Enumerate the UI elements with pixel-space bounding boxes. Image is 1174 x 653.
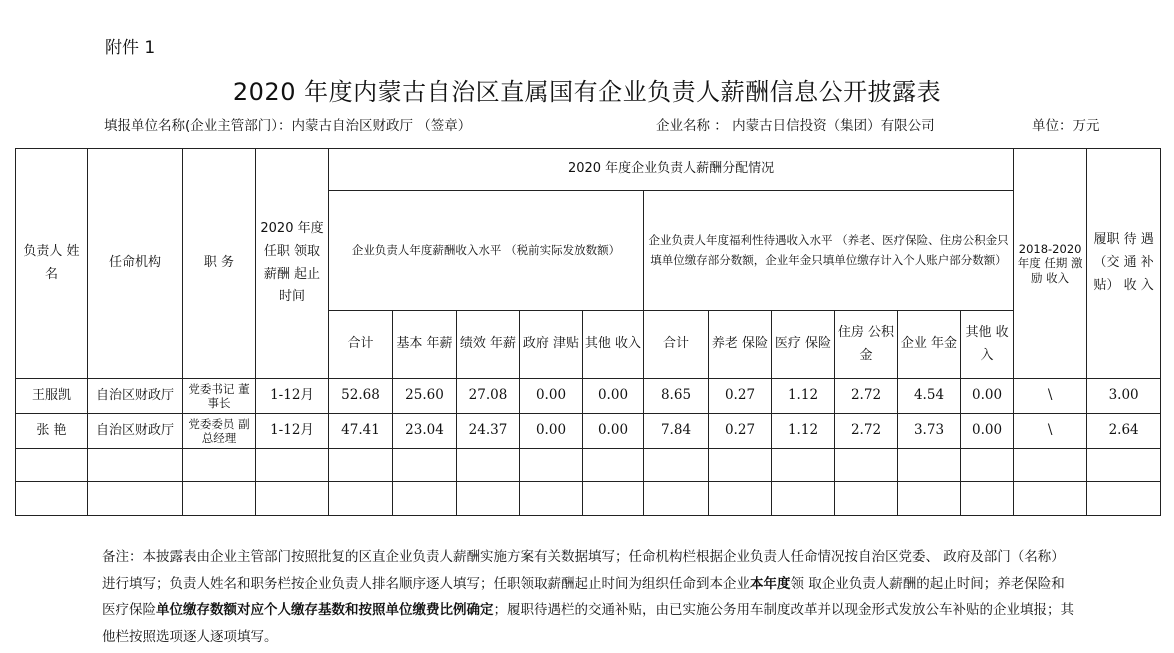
cell-welfare-medical: 1.12	[772, 414, 835, 449]
header-welfare-pension: 养老 保险	[709, 311, 772, 379]
header-income-other: 其他 收入	[583, 311, 644, 379]
cell-welfare-other: 0.00	[961, 379, 1014, 414]
cell-welfare-total: 7.84	[644, 414, 709, 449]
cell-income-government: 0.00	[520, 379, 583, 414]
cell-welfare-pension: 0.27	[709, 379, 772, 414]
cell-income-total: 52.68	[329, 379, 393, 414]
cell-welfare-medical: 1.12	[772, 379, 835, 414]
header-allowance: 履职 待 遇 （交 通 补 贴） 收 入	[1087, 149, 1161, 379]
cell-welfare-housing: 2.72	[835, 379, 898, 414]
cell-name: 王服凯	[16, 379, 88, 414]
header-welfare-medical: 医疗 保险	[772, 311, 835, 379]
header-income-government: 政府 津贴	[520, 311, 583, 379]
cell-welfare-pension: 0.27	[709, 414, 772, 449]
table-row-empty	[16, 482, 1161, 516]
cell-welfare-total: 8.65	[644, 379, 709, 414]
cell-income-performance: 24.37	[457, 414, 520, 449]
table-row	[16, 379, 1161, 414]
cell-incentive: \	[1014, 379, 1087, 414]
cell-income-base: 25.60	[393, 379, 457, 414]
cell-income-total: 47.41	[329, 414, 393, 449]
company-name: 企业名称 ： 内蒙古日信投资（集团）有限公司	[656, 118, 935, 134]
cell-welfare-other: 0.00	[961, 414, 1014, 449]
header-income-performance: 绩效 年薪	[457, 311, 520, 379]
cell-period: 1-12月	[256, 414, 329, 449]
cell-name: 张 艳	[16, 414, 88, 449]
cell-income-other: 0.00	[583, 414, 644, 449]
header-incentive: 2018-2020 年度 任期 激励 收入	[1014, 149, 1087, 379]
header-welfare-other: 其他 收入	[961, 311, 1014, 379]
cell-period: 1-12月	[256, 379, 329, 414]
cell-allowance: 2.64	[1087, 414, 1161, 449]
unit-label: 单位：万元	[1032, 118, 1100, 134]
cell-welfare-annuity: 3.73	[898, 414, 961, 449]
cell-allowance: 3.00	[1087, 379, 1161, 414]
table-row	[16, 414, 1161, 449]
header-org: 任命机构	[88, 149, 183, 379]
footnote-text-3: ；履职待遇栏的交通补贴，由已实施公务用车制度改革并以现金形式发放公车补贴的企业填报；其他栏按照选项逐人逐项填写。	[102, 602, 1074, 645]
cell-welfare-housing: 2.72	[835, 414, 898, 449]
header-welfare-housing: 住房 公积金	[835, 311, 898, 379]
cell-income-performance: 27.08	[457, 379, 520, 414]
attachment-label: 附件 1	[105, 38, 156, 58]
cell-org: 自治区财政厅	[88, 379, 183, 414]
header-welfare-total: 合计	[644, 311, 709, 379]
footnote-bold-2: 单位缴存数额对应个人缴存基数和按照单位缴费比例确定	[156, 602, 494, 618]
page-title: 2020 年度内蒙古自治区直属国有企业负责人薪酬信息公开披露表	[232, 78, 942, 106]
cell-incentive: \	[1014, 414, 1087, 449]
header-distribution: 2020 年度企业负责人薪酬分配情况	[329, 149, 1014, 191]
cell-position: 党委书记 董事长	[183, 379, 256, 414]
header-period: 2020 年度 任职 领取 薪酬 起止 时间	[256, 149, 329, 379]
header-income-group: 企业负责人年度薪酬收入水平 （税前实际发放数额）	[329, 191, 644, 311]
header-welfare-annuity: 企业 年金	[898, 311, 961, 379]
table-row-empty	[16, 449, 1161, 482]
salary-disclosure-table	[15, 148, 1161, 516]
footnote	[102, 544, 1074, 650]
header-income-total: 合计	[329, 311, 393, 379]
footnote-bold-1: 本年度	[750, 575, 791, 592]
cell-income-government: 0.00	[520, 414, 583, 449]
cell-income-base: 23.04	[393, 414, 457, 449]
header-welfare-group: 企业负责人年度福利性待遇收入水平 （养老、医疗保险、住房公积金只填单位缴存部分数额，企业年金只填单位缴存计入个人账户部分数额）	[644, 191, 1014, 311]
footnote-text-2: 领 取企业负责人薪酬的起止时间；养老保险和医疗保险	[102, 575, 1065, 618]
cell-welfare-annuity: 4.54	[898, 379, 961, 414]
header-position: 职 务	[183, 149, 256, 379]
filler-unit: 填报单位名称(企业主管部门）：内蒙古自治区财政厅 （签章）	[104, 118, 472, 134]
header-income-base: 基本 年薪	[393, 311, 457, 379]
cell-position: 党委委员 副总经理	[183, 414, 256, 449]
footnote-text-1: 备注：本披露表由企业主管部门按照批复的区直企业负责人薪酬实施方案有关数据填写；任命机构栏根据企业负责人任命情况按自治区党委、 政府及部门（名称） 进行填写；负责人姓名和职务栏按企业负责人排名顺序逐人填写；任职领取薪酬起止时间为组织任命到本企业	[102, 549, 1065, 592]
cell-income-other: 0.00	[583, 379, 644, 414]
cell-org: 自治区财政厅	[88, 414, 183, 449]
header-name: 负责人 姓 名	[16, 149, 88, 379]
